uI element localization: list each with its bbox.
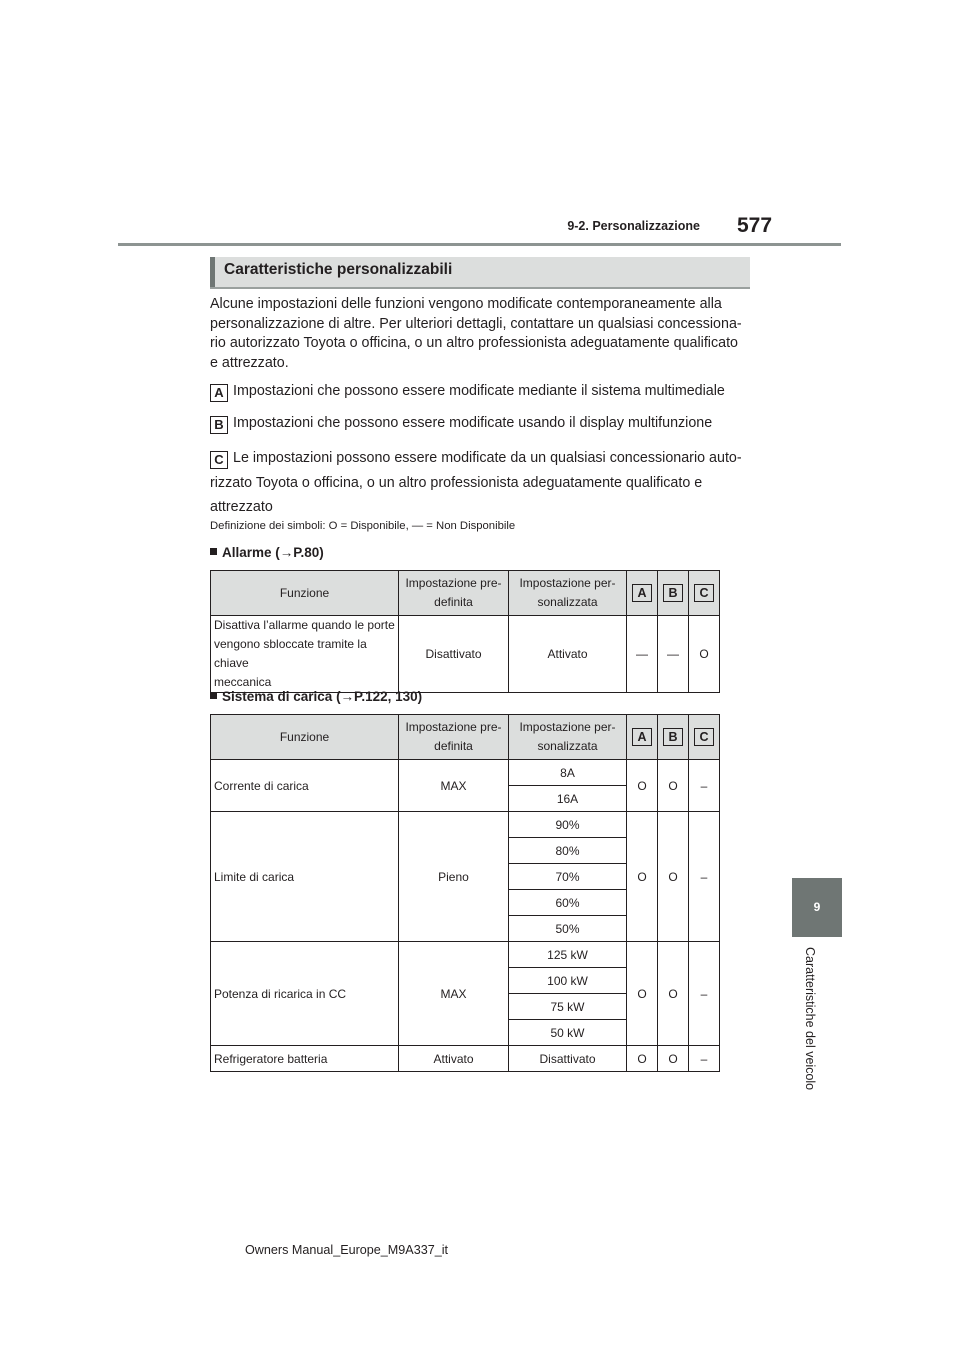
key-a-box: A [210,384,228,402]
cell-custom: 125 kW [509,942,627,968]
cell-custom: Disattivato [509,1046,627,1072]
header-a: A [627,571,658,616]
cell-c: – [689,760,720,812]
cell-custom: 50 kW [509,1020,627,1046]
chapter-tab: 9 [792,878,842,937]
cell-default: Pieno [399,812,509,942]
cell-a: — [627,616,658,693]
cell-default: MAX [399,760,509,812]
cell-function: Limite di carica [211,812,399,942]
alarm-table [210,570,720,693]
bullet-square-icon [210,548,217,555]
header-b: B [658,571,689,616]
cell-a: O [627,942,658,1046]
header-custom: Impostazione per- sonalizzata [509,715,627,760]
section-title-bar [210,257,750,289]
cell-b: O [658,942,689,1046]
table-header-row [211,571,720,616]
cell-a: O [627,1046,658,1072]
key-c-text: Le impostazioni possono essere modificate da un qualsiasi concessionario auto- [233,450,742,466]
page-number: 577 [737,214,773,237]
section-header: 9-2. Personalizzazione [567,219,700,233]
header-c: C [689,571,720,616]
key-b-text: Impostazioni che possono essere modificate usando il display multifunzione [233,415,713,431]
cell-function: Refrigeratore batteria [211,1046,399,1072]
key-b-box: B [210,416,228,434]
bullet-square-icon [210,692,217,699]
cell-custom: 16A [509,786,627,812]
header-c: C [689,715,720,760]
key-b [210,414,750,434]
charge-heading-text: Sistema di carica (→P.122, 130) [222,689,423,704]
title-accent [210,257,215,287]
cell-function: Potenza di ricarica in CC [211,942,399,1046]
header-b: B [658,715,689,760]
table-row [211,812,720,838]
intro-line: e attrezzato. [210,354,289,371]
cell-a: O [627,812,658,942]
chapter-label: Caratteristiche del veicolo [803,947,817,1091]
alarm-heading [210,545,324,560]
section-title: Caratteristiche personalizzabili [224,261,453,278]
cell-a: O [627,760,658,812]
cell-c: – [689,942,720,1046]
intro-line: personalizzazione di altre. Per ulteriori dettagli, contattare un qualsiasi concessiona- [210,315,742,332]
cell-custom: 50% [509,916,627,942]
cell-custom: 80% [509,838,627,864]
intro-line: rio autorizzato Toyota o officina, o un altro professionista adeguatamente qualificato [210,335,738,351]
alarm-heading-text: Allarme (→P.80) [222,545,324,560]
table-row [211,616,720,693]
header-funzione: Funzione [211,715,399,760]
cell-custom: Attivato [509,616,627,693]
table-row [211,760,720,786]
cell-b: O [658,1046,689,1072]
cell-b: O [658,760,689,812]
cell-b: O [658,812,689,942]
cell-c: O [689,616,720,693]
cell-default: MAX [399,942,509,1046]
cell-b: — [658,616,689,693]
cell-function: Disattiva l’allarme quando le porte vengono sbloccate tramite la chiave meccanica [211,616,399,693]
header-rule [118,243,841,246]
charge-table [210,714,720,1072]
cell-default: Attivato [399,1046,509,1072]
table-row [211,1046,720,1072]
cell-function: Corrente di carica [211,760,399,812]
cell-c: – [689,812,720,942]
cell-c: – [689,1046,720,1072]
cell-custom: 90% [509,812,627,838]
cell-custom: 60% [509,890,627,916]
intro-line: Alcune impostazioni delle funzioni vengono modificate contemporaneamente alla [210,296,722,312]
cell-custom: 75 kW [509,994,627,1020]
charge-heading [210,689,422,704]
header-funzione: Funzione [211,571,399,616]
header-default: Impostazione pre- definita [399,571,509,616]
header-custom: Impostazione per- sonalizzata [509,571,627,616]
table-header-row [211,715,720,760]
key-c-box: C [210,451,228,469]
key-c [210,446,750,520]
table-row [211,942,720,968]
key-a-text: Impostazioni che possono essere modificate mediante il sistema multimediale [233,383,725,399]
cell-custom: 70% [509,864,627,890]
symbol-legend: Definizione dei simboli: O = Disponibile, — = Non Disponibile [210,520,516,532]
key-a [210,382,750,402]
key-c-text: attrezzato [210,499,273,515]
cell-custom: 100 kW [509,968,627,994]
key-c-text: rizzato Toyota o officina, o un altro professionista adeguatamente qualificato e [210,474,703,491]
intro-paragraph [210,295,750,373]
header-default: Impostazione pre- definita [399,715,509,760]
header-a: A [627,715,658,760]
footer-doc-id: Owners Manual_Europe_M9A337_it [245,1243,449,1257]
cell-default: Disattivato [399,616,509,693]
cell-custom: 8A [509,760,627,786]
